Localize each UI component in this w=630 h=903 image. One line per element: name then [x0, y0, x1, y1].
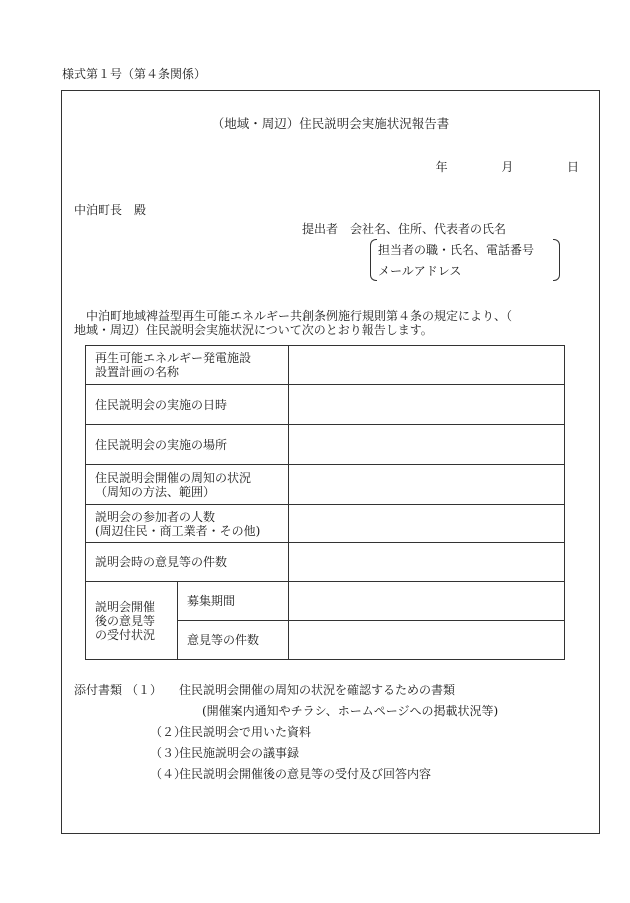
date-month: 月: [501, 160, 514, 174]
attachment-number: （１）: [126, 683, 163, 697]
row-recruit-period-value[interactable]: [289, 582, 565, 621]
report-frame: [61, 90, 600, 834]
row-opinions-value[interactable]: [289, 543, 565, 582]
left-brace: [370, 239, 377, 281]
attachment-text: 住民施説明会の議事録: [179, 746, 300, 760]
row-place-value[interactable]: [289, 425, 565, 465]
attachment-number: （４）: [150, 767, 187, 781]
row-participants-label: 説明会の参加者の人数 (周辺住民・商工業者・その他): [86, 505, 289, 543]
table-row: [86, 582, 565, 621]
row-plan-name-value[interactable]: [289, 346, 565, 385]
intro-line1: 中泊町地域裨益型再生可能エネルギー共創条例施行規則第４条の規定により、（: [86, 309, 513, 323]
submitter-label: 提出者 会社名、住所、代表者の氏名: [302, 222, 507, 236]
table-row: [86, 543, 565, 582]
intro-line2: 地域・周辺）住民説明会実施状況について次のとおり報告します。: [74, 323, 433, 337]
row-after-group-label: 説明会開催 後の意見等 の受付状況: [86, 582, 178, 660]
attachment-text: 住民説明会で用いた資料: [179, 725, 312, 739]
table-row: [86, 425, 565, 465]
table-row: [86, 465, 565, 505]
document-title: （地域・周辺）住民説明会実施状況報告書: [211, 116, 450, 131]
table-row: [86, 385, 565, 425]
date-day: 日: [566, 160, 579, 174]
form-number: 様式第１号（第４条関係）: [62, 67, 207, 81]
row-place-label: 住民説明会の実施の場所: [86, 425, 289, 465]
contact-brace: [370, 239, 560, 281]
right-brace: [553, 239, 560, 281]
date-line: [436, 158, 579, 175]
row-recruit-period-label: 募集期間: [178, 582, 289, 621]
row-datetime-value[interactable]: [289, 385, 565, 425]
contact-email: メールアドレス: [378, 264, 462, 278]
recipient: 中泊町長 殿: [74, 203, 147, 217]
row-opinions-label: 説明会時の意見等の件数: [86, 543, 289, 582]
table-row: [86, 346, 565, 385]
row-participants-value[interactable]: [289, 505, 565, 543]
intro-paragraph: [74, 309, 586, 337]
report-table: [85, 345, 565, 660]
date-year: 年: [435, 160, 448, 174]
table-row: [86, 505, 565, 543]
row-datetime-label: 住民説明会の実施の日時: [86, 385, 289, 425]
row-notice-value[interactable]: [289, 465, 565, 505]
row-opinion-count-value[interactable]: [289, 621, 565, 660]
attachment-number: （３）: [150, 746, 187, 760]
attachment-text: 住民説明会開催後の意見等の受付及び回答内容: [179, 767, 432, 781]
row-plan-name-label: 再生可能エネルギー発電施設 設置計画の名称: [86, 346, 289, 385]
contact-person: 担当者の職・氏名、電話番号: [378, 243, 535, 257]
attachment-subnote: (開催案内通知やチラシ、ホームページへの掲載状況等): [202, 704, 499, 718]
row-opinion-count-label: 意見等の件数: [178, 621, 289, 660]
attachment-number: （２）: [150, 725, 187, 739]
attachments-label: 添付書類: [74, 683, 123, 697]
row-notice-label: 住民説明会開催の周知の状況 （周知の方法、範囲）: [86, 465, 289, 505]
attachment-text: 住民説明会開催の周知の状況を確認するための書類: [179, 683, 456, 697]
